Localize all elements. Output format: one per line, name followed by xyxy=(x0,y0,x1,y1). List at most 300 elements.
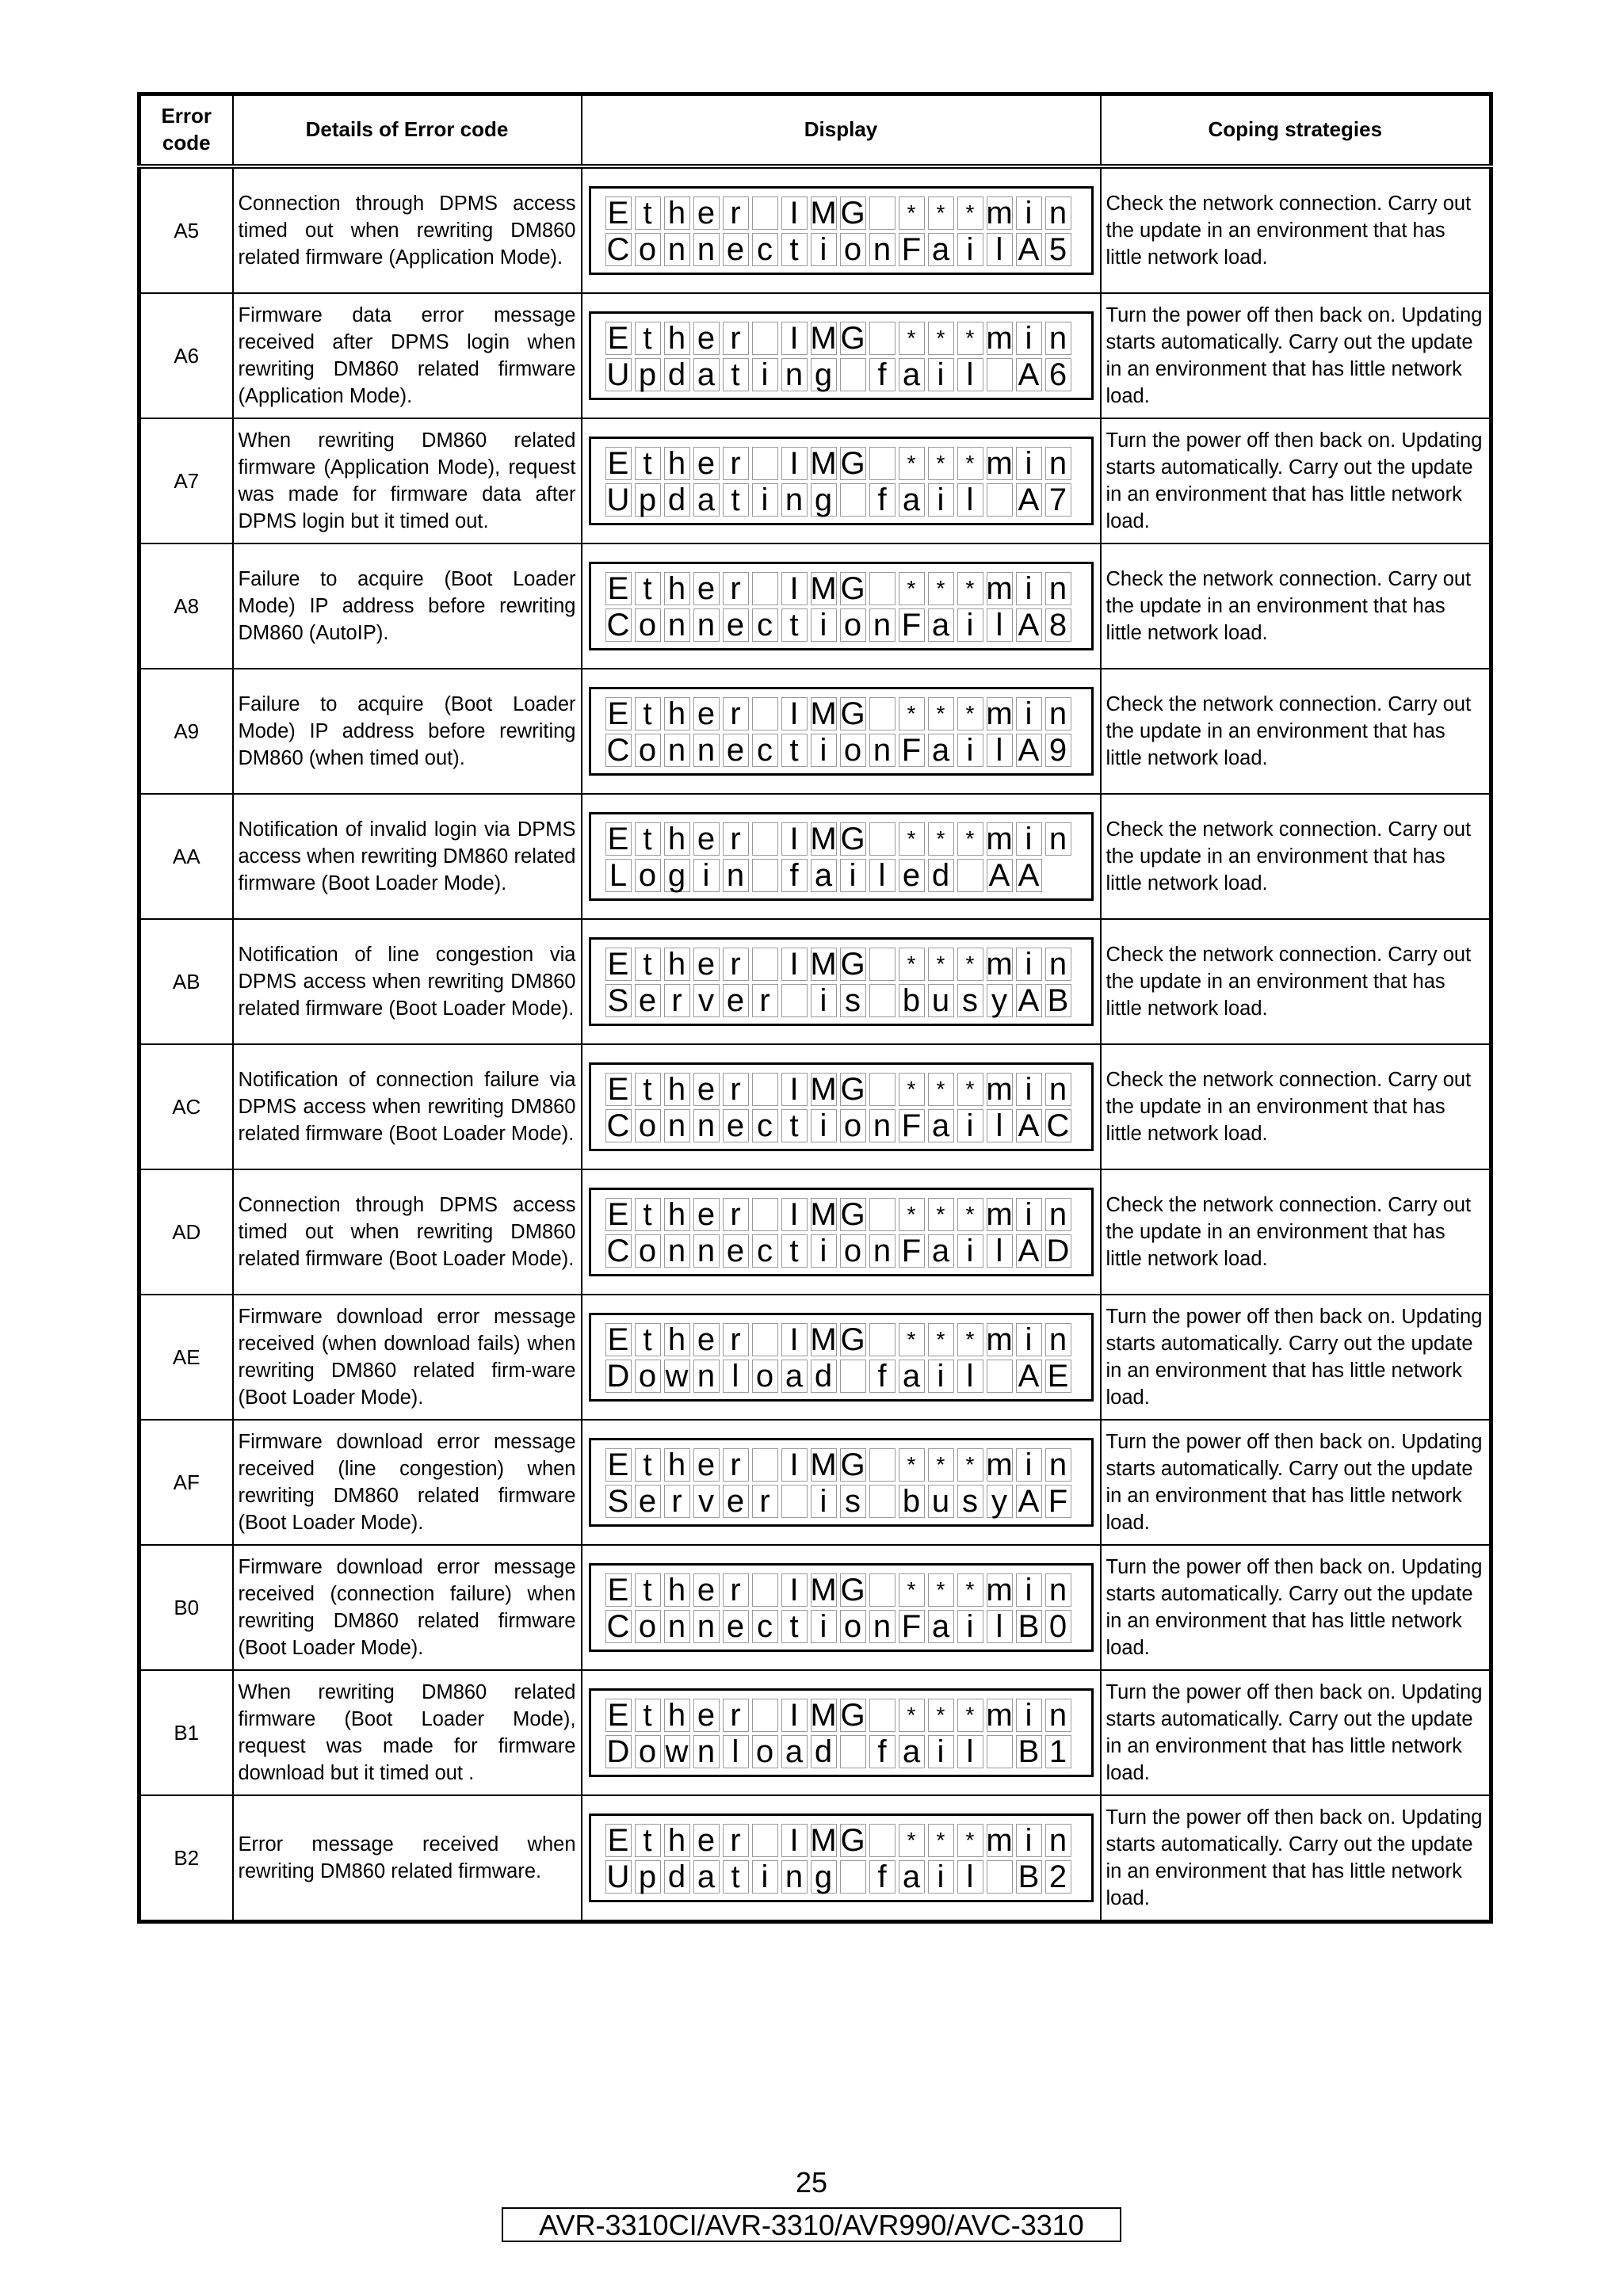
lcd-display xyxy=(589,1313,1094,1402)
lcd-line xyxy=(605,1323,1085,1358)
lcd-char: * xyxy=(928,1198,954,1231)
model-name-box: AVR-3310CI/AVR-3310/AVR990/AVC-3310 xyxy=(502,2207,1121,2242)
lcd-char: o xyxy=(840,608,866,642)
coping-strategy-cell: Turn the power off then back on. Updating starts automatically. Carry out the update in an environment that has little network load. xyxy=(1101,293,1491,418)
display-cell xyxy=(582,293,1101,418)
lcd-char: * xyxy=(957,1699,983,1732)
lcd-char xyxy=(752,322,778,355)
lcd-char: E xyxy=(605,1323,632,1356)
lcd-char: M xyxy=(810,1823,837,1858)
lcd-char: * xyxy=(957,948,983,981)
lcd-char: n xyxy=(1045,1073,1071,1106)
lcd-char: e xyxy=(693,1824,720,1857)
lcd-char: * xyxy=(957,822,983,856)
lcd-display xyxy=(589,937,1094,1026)
lcd-char xyxy=(869,1485,896,1518)
lcd-char: G xyxy=(840,571,865,606)
lcd-char: 9 xyxy=(1045,734,1071,767)
lcd-char: h xyxy=(664,948,690,981)
error-code-cell: AB xyxy=(139,919,233,1044)
lcd-char: o xyxy=(635,1234,661,1268)
lcd-display xyxy=(589,1563,1094,1652)
lcd-char: i xyxy=(811,1109,837,1142)
lcd-char: l xyxy=(957,1360,983,1393)
table-row xyxy=(139,1795,1491,1922)
lcd-line xyxy=(605,1073,1085,1108)
table-row xyxy=(139,1295,1491,1420)
lcd-char: l xyxy=(987,1610,1013,1643)
lcd-char: o xyxy=(635,734,661,767)
lcd-char xyxy=(869,1198,896,1231)
error-code-cell: A6 xyxy=(139,293,233,418)
lcd-char: a xyxy=(899,483,925,517)
lcd-char: h xyxy=(664,1323,690,1356)
coping-strategy-cell: Turn the power off then back on. Updating starts automatically. Carry out the update in an environment that has little network load. xyxy=(1101,1795,1491,1922)
lcd-char: l xyxy=(957,1860,983,1894)
lcd-char: r xyxy=(723,1323,749,1356)
coping-strategy-cell: Check the network connection. Carry out the update in an environment that has little network load. xyxy=(1101,919,1491,1044)
lcd-char: t xyxy=(781,1109,808,1142)
error-details-cell: Notification of connection failure via DPMS access when rewriting DM860 related firmware (Boot Loader Mode). xyxy=(233,1044,582,1169)
lcd-char: i xyxy=(1016,1448,1042,1482)
lcd-char: e xyxy=(723,233,749,266)
lcd-char: i xyxy=(811,1234,837,1268)
display-cell xyxy=(582,1044,1101,1169)
lcd-char xyxy=(869,1323,896,1356)
lcd-char: i xyxy=(811,608,837,642)
coping-strategy-cell: Turn the power off then back on. Updating starts automatically. Carry out the update in an environment that has little network load. xyxy=(1101,1670,1491,1795)
lcd-char: E xyxy=(605,196,632,230)
lcd-char: C xyxy=(605,608,632,642)
lcd-char: o xyxy=(840,1109,866,1142)
lcd-char: e xyxy=(723,1610,749,1643)
lcd-char: n xyxy=(1045,572,1071,605)
lcd-line xyxy=(605,233,1085,268)
lcd-char: i xyxy=(957,233,983,266)
lcd-char: o xyxy=(840,1234,866,1268)
table-row xyxy=(139,669,1491,794)
lcd-line xyxy=(605,447,1085,482)
coping-strategy-cell: Check the network connection. Carry out the update in an environment that has little network load. xyxy=(1101,166,1491,293)
table-row xyxy=(139,166,1491,293)
lcd-char: m xyxy=(986,1573,1013,1608)
lcd-char: n xyxy=(1045,1448,1071,1482)
lcd-char xyxy=(752,1699,778,1732)
lcd-char xyxy=(781,1485,808,1518)
lcd-char: g xyxy=(664,859,690,892)
lcd-char: w xyxy=(664,1360,690,1393)
lcd-char: a xyxy=(928,1109,954,1142)
table-row xyxy=(139,1169,1491,1295)
lcd-display xyxy=(589,186,1094,275)
display-cell xyxy=(582,919,1101,1044)
lcd-char: e xyxy=(693,1198,720,1231)
lcd-char: t xyxy=(781,1610,808,1643)
lcd-char: t xyxy=(635,322,661,355)
lcd-char: M xyxy=(810,1698,837,1733)
lcd-char: E xyxy=(605,322,632,355)
lcd-char: G xyxy=(840,1823,865,1858)
lcd-char: i xyxy=(811,1610,837,1643)
lcd-char: p xyxy=(635,358,661,391)
lcd-char xyxy=(987,1735,1013,1768)
lcd-char: e xyxy=(693,1073,720,1106)
coping-strategy-cell: Check the network connection. Carry out the update in an environment that has little network load. xyxy=(1101,543,1491,669)
lcd-char: u xyxy=(928,1485,954,1518)
lcd-char: h xyxy=(664,447,690,480)
lcd-char: n xyxy=(693,1109,720,1142)
lcd-char xyxy=(752,447,778,480)
lcd-char: d xyxy=(811,1360,837,1393)
lcd-char: o xyxy=(635,1109,661,1142)
lcd-char: a xyxy=(928,1234,954,1268)
lcd-char: r xyxy=(723,1824,749,1857)
lcd-char xyxy=(752,859,778,892)
lcd-char: t xyxy=(635,1323,661,1356)
lcd-char: o xyxy=(635,1360,661,1393)
lcd-line xyxy=(605,483,1085,518)
lcd-char: * xyxy=(957,196,983,230)
lcd-char: C xyxy=(605,1234,632,1268)
display-cell xyxy=(582,418,1101,543)
lcd-display xyxy=(589,1438,1094,1527)
lcd-char: t xyxy=(781,734,808,767)
lcd-char: r xyxy=(723,1198,749,1231)
lcd-char: M xyxy=(810,1197,837,1232)
lcd-char: i xyxy=(1016,1198,1042,1231)
lcd-char: e xyxy=(723,984,749,1017)
lcd-char: m xyxy=(986,1823,1013,1858)
lcd-char xyxy=(840,1360,866,1393)
lcd-char: n xyxy=(1045,447,1071,480)
lcd-char: * xyxy=(899,196,925,230)
lcd-char: 2 xyxy=(1045,1860,1071,1894)
lcd-char: r xyxy=(723,697,749,730)
lcd-line xyxy=(605,1860,1085,1895)
lcd-char: S xyxy=(605,984,632,1017)
lcd-char: * xyxy=(957,1073,983,1106)
display-cell xyxy=(582,1295,1101,1420)
lcd-char: t xyxy=(635,447,661,480)
lcd-char: n xyxy=(723,859,749,892)
lcd-char: G xyxy=(840,1573,865,1608)
lcd-char: e xyxy=(693,322,720,355)
lcd-char: C xyxy=(605,233,632,266)
display-cell xyxy=(582,1169,1101,1295)
lcd-char: n xyxy=(693,1360,720,1393)
lcd-char: l xyxy=(987,734,1013,767)
lcd-char xyxy=(752,1073,778,1106)
lcd-char: n xyxy=(664,608,690,642)
lcd-char: m xyxy=(986,1197,1013,1232)
lcd-char: * xyxy=(899,822,925,856)
lcd-char xyxy=(752,1198,778,1231)
lcd-char: I xyxy=(781,1699,808,1732)
error-code-cell: AC xyxy=(139,1044,233,1169)
lcd-char: A xyxy=(1016,984,1042,1017)
lcd-char: 1 xyxy=(1045,1735,1071,1768)
header-coping: Coping strategies xyxy=(1101,94,1491,167)
error-details-cell: Firmware data error message received after DPMS login when rewriting DM860 related firmware (Application Mode). xyxy=(233,293,582,418)
lcd-char: n xyxy=(693,608,720,642)
table-row xyxy=(139,293,1491,418)
table-row xyxy=(139,1420,1491,1545)
lcd-char: i xyxy=(1016,948,1042,981)
lcd-char: p xyxy=(635,1860,661,1894)
lcd-char: c xyxy=(752,1234,778,1268)
lcd-char: d xyxy=(664,1860,690,1894)
lcd-char: e xyxy=(693,447,720,480)
lcd-char: G xyxy=(840,1698,865,1733)
lcd-char: * xyxy=(899,1323,925,1356)
error-code-cell: B2 xyxy=(139,1795,233,1922)
lcd-char: r xyxy=(723,1448,749,1482)
lcd-display xyxy=(589,687,1094,776)
lcd-char: t xyxy=(781,608,808,642)
lcd-line xyxy=(605,196,1085,231)
error-details-cell: When rewriting DM860 related firmware (Boot Loader Mode), request was made for firmware download but it timed out . xyxy=(233,1670,582,1795)
lcd-char: A xyxy=(1016,734,1042,767)
error-details-cell: Failure to acquire (Boot Loader Mode) IP address before rewriting DM860 (AutoIP). xyxy=(233,543,582,669)
error-code-cell: A8 xyxy=(139,543,233,669)
lcd-char: e xyxy=(693,697,720,730)
coping-strategy-cell: Check the network connection. Carry out the update in an environment that has little network load. xyxy=(1101,669,1491,794)
lcd-line xyxy=(605,859,1085,894)
lcd-char: i xyxy=(1016,1323,1042,1356)
lcd-char: l xyxy=(957,1735,983,1768)
lcd-char: E xyxy=(605,572,632,605)
lcd-char: * xyxy=(928,447,954,480)
error-code-table xyxy=(137,92,1493,1924)
lcd-line xyxy=(605,322,1085,357)
lcd-char xyxy=(869,1573,896,1607)
lcd-char: * xyxy=(899,1073,925,1106)
lcd-line xyxy=(605,984,1085,1019)
error-details-cell: Firmware download error message received (line congestion) when rewriting DM860 related firmware (Boot Loader Mode). xyxy=(233,1420,582,1545)
error-code-cell: AF xyxy=(139,1420,233,1545)
lcd-char: U xyxy=(605,483,632,517)
lcd-char: E xyxy=(605,1573,632,1607)
error-details-cell: Connection through DPMS access timed out when rewriting DM860 related firmware (Application Mode). xyxy=(233,166,582,293)
lcd-char: r xyxy=(723,322,749,355)
lcd-line xyxy=(605,1699,1085,1733)
lcd-line xyxy=(605,1573,1085,1608)
display-cell xyxy=(582,1420,1101,1545)
lcd-char: F xyxy=(899,734,925,767)
lcd-char: E xyxy=(605,1699,632,1732)
error-details-cell: Firmware download error message received (connection failure) when rewriting DM860 related firmware (Boot Loader Mode). xyxy=(233,1545,582,1670)
lcd-char: G xyxy=(840,1197,865,1232)
lcd-line xyxy=(605,1610,1085,1645)
lcd-char: y xyxy=(987,984,1013,1017)
lcd-char: D xyxy=(605,1735,632,1768)
lcd-char: p xyxy=(635,483,661,517)
lcd-char: 7 xyxy=(1045,483,1071,517)
lcd-char: E xyxy=(1045,1360,1071,1393)
lcd-char: t xyxy=(635,1073,661,1106)
display-cell xyxy=(582,1545,1101,1670)
lcd-char: * xyxy=(899,1448,925,1482)
lcd-char: E xyxy=(605,447,632,480)
lcd-char: E xyxy=(605,1073,632,1106)
lcd-char: t xyxy=(635,572,661,605)
lcd-char: a xyxy=(781,1360,808,1393)
lcd-char: i xyxy=(928,1860,954,1894)
lcd-char: G xyxy=(840,196,865,231)
lcd-char: * xyxy=(928,1073,954,1106)
lcd-char: h xyxy=(664,1073,690,1106)
lcd-char: m xyxy=(986,446,1013,481)
lcd-char: G xyxy=(840,1072,865,1107)
lcd-char: c xyxy=(752,233,778,266)
lcd-char: i xyxy=(1016,196,1042,230)
lcd-char: i xyxy=(928,1360,954,1393)
lcd-char: h xyxy=(664,1824,690,1857)
lcd-char xyxy=(840,483,866,517)
lcd-char: * xyxy=(899,322,925,355)
lcd-char: i xyxy=(811,984,837,1017)
lcd-char: n xyxy=(869,1109,896,1142)
lcd-display xyxy=(589,1188,1094,1276)
lcd-char: l xyxy=(987,233,1013,266)
lcd-char: s xyxy=(840,1485,866,1518)
lcd-char: S xyxy=(605,1485,632,1518)
lcd-char: C xyxy=(605,1109,632,1142)
lcd-char: n xyxy=(1045,697,1071,730)
lcd-char: n xyxy=(1045,1699,1071,1732)
lcd-char: t xyxy=(635,822,661,856)
lcd-char: m xyxy=(986,1447,1013,1482)
error-details-cell: Firmware download error message received (when download fails) when rewriting DM860 related firm-ware (Boot Loader Mode). xyxy=(233,1295,582,1420)
lcd-char: o xyxy=(635,1610,661,1643)
lcd-char: I xyxy=(781,822,808,856)
lcd-char: n xyxy=(693,734,720,767)
lcd-char: e xyxy=(693,1323,720,1356)
lcd-char: r xyxy=(723,1699,749,1732)
lcd-char: h xyxy=(664,322,690,355)
lcd-char: D xyxy=(1045,1234,1071,1268)
lcd-char: A xyxy=(1016,1109,1042,1142)
lcd-char: * xyxy=(957,447,983,480)
lcd-char: r xyxy=(723,196,749,230)
lcd-char: o xyxy=(752,1735,778,1768)
lcd-char: t xyxy=(781,1234,808,1268)
lcd-char: I xyxy=(781,1448,808,1482)
error-details-cell: When rewriting DM860 related firmware (Application Mode), request was made for firmware data after DPMS login but it timed out. xyxy=(233,418,582,543)
error-code-cell: AA xyxy=(139,794,233,919)
coping-strategy-cell: Check the network connection. Carry out the update in an environment that has little network load. xyxy=(1101,1044,1491,1169)
lcd-char: i xyxy=(1016,1699,1042,1732)
lcd-line xyxy=(605,1485,1085,1520)
coping-strategy-cell: Check the network connection. Carry out the update in an environment that has little network load. xyxy=(1101,794,1491,919)
error-code-cell: AD xyxy=(139,1169,233,1295)
lcd-char: e xyxy=(723,1109,749,1142)
lcd-char: I xyxy=(781,1824,808,1857)
lcd-char: a xyxy=(928,233,954,266)
lcd-char xyxy=(869,1448,896,1482)
lcd-char: M xyxy=(810,696,837,731)
lcd-char: A xyxy=(1016,859,1042,892)
lcd-display xyxy=(589,812,1094,901)
lcd-char xyxy=(752,196,778,230)
display-cell xyxy=(582,543,1101,669)
lcd-char: * xyxy=(928,196,954,230)
lcd-char: l xyxy=(987,1234,1013,1268)
lcd-char: a xyxy=(899,1360,925,1393)
lcd-char: G xyxy=(840,696,865,731)
lcd-char: o xyxy=(635,608,661,642)
lcd-char: F xyxy=(899,1234,925,1268)
error-code-cell: A7 xyxy=(139,418,233,543)
lcd-char: r xyxy=(723,1573,749,1607)
lcd-char: E xyxy=(605,1824,632,1857)
lcd-char: r xyxy=(723,572,749,605)
lcd-char: * xyxy=(928,322,954,355)
lcd-char: 0 xyxy=(1045,1610,1071,1643)
lcd-char: * xyxy=(957,1198,983,1231)
lcd-char: e xyxy=(899,859,925,892)
lcd-char: i xyxy=(1016,822,1042,856)
lcd-char: o xyxy=(635,1735,661,1768)
error-code-cell: B1 xyxy=(139,1670,233,1795)
coping-strategy-cell: Turn the power off then back on. Updating starts automatically. Carry out the update in an environment that has little network load. xyxy=(1101,418,1491,543)
lcd-char: 8 xyxy=(1045,608,1071,642)
lcd-char: n xyxy=(664,1610,690,1643)
lcd-char: f xyxy=(869,1735,896,1768)
error-details-cell: Notification of line congestion via DPMS access when rewriting DM860 related firmware (Boot Loader Mode). xyxy=(233,919,582,1044)
lcd-char: t xyxy=(635,1824,661,1857)
lcd-char xyxy=(869,1699,896,1732)
lcd-char: t xyxy=(781,233,808,266)
lcd-char: * xyxy=(957,322,983,355)
lcd-char: m xyxy=(986,196,1013,231)
lcd-char: t xyxy=(635,1573,661,1607)
lcd-char: t xyxy=(635,697,661,730)
lcd-char: e xyxy=(723,608,749,642)
lcd-char: * xyxy=(899,1824,925,1857)
lcd-char: F xyxy=(899,1109,925,1142)
lcd-char: w xyxy=(664,1735,690,1768)
lcd-char: a xyxy=(693,358,720,391)
table-row xyxy=(139,1670,1491,1795)
lcd-char: I xyxy=(781,1323,808,1356)
lcd-char: * xyxy=(957,572,983,605)
lcd-char: b xyxy=(899,984,925,1017)
lcd-char xyxy=(752,1824,778,1857)
table-row xyxy=(139,1545,1491,1670)
lcd-char: a xyxy=(693,483,720,517)
lcd-char: r xyxy=(752,1485,778,1518)
lcd-char: h xyxy=(664,196,690,230)
lcd-char: M xyxy=(810,571,837,606)
lcd-char: I xyxy=(781,572,808,605)
lcd-char xyxy=(869,196,896,230)
error-details-cell: Connection through DPMS access timed out when rewriting DM860 related firmware (Boot Loader Mode). xyxy=(233,1169,582,1295)
error-details-cell: Error message received when rewriting DM860 related firmware. xyxy=(233,1795,582,1922)
lcd-char: c xyxy=(752,1109,778,1142)
lcd-char: 6 xyxy=(1045,358,1071,391)
lcd-char: i xyxy=(957,1234,983,1268)
page-number: 25 xyxy=(795,2166,828,2199)
lcd-char: i xyxy=(957,1610,983,1643)
lcd-char: n xyxy=(869,1234,896,1268)
lcd-char: I xyxy=(781,322,808,355)
lcd-char: r xyxy=(723,1073,749,1106)
lcd-char: e xyxy=(723,1234,749,1268)
table-row xyxy=(139,418,1491,543)
lcd-char: G xyxy=(840,947,865,982)
lcd-char xyxy=(752,1448,778,1482)
